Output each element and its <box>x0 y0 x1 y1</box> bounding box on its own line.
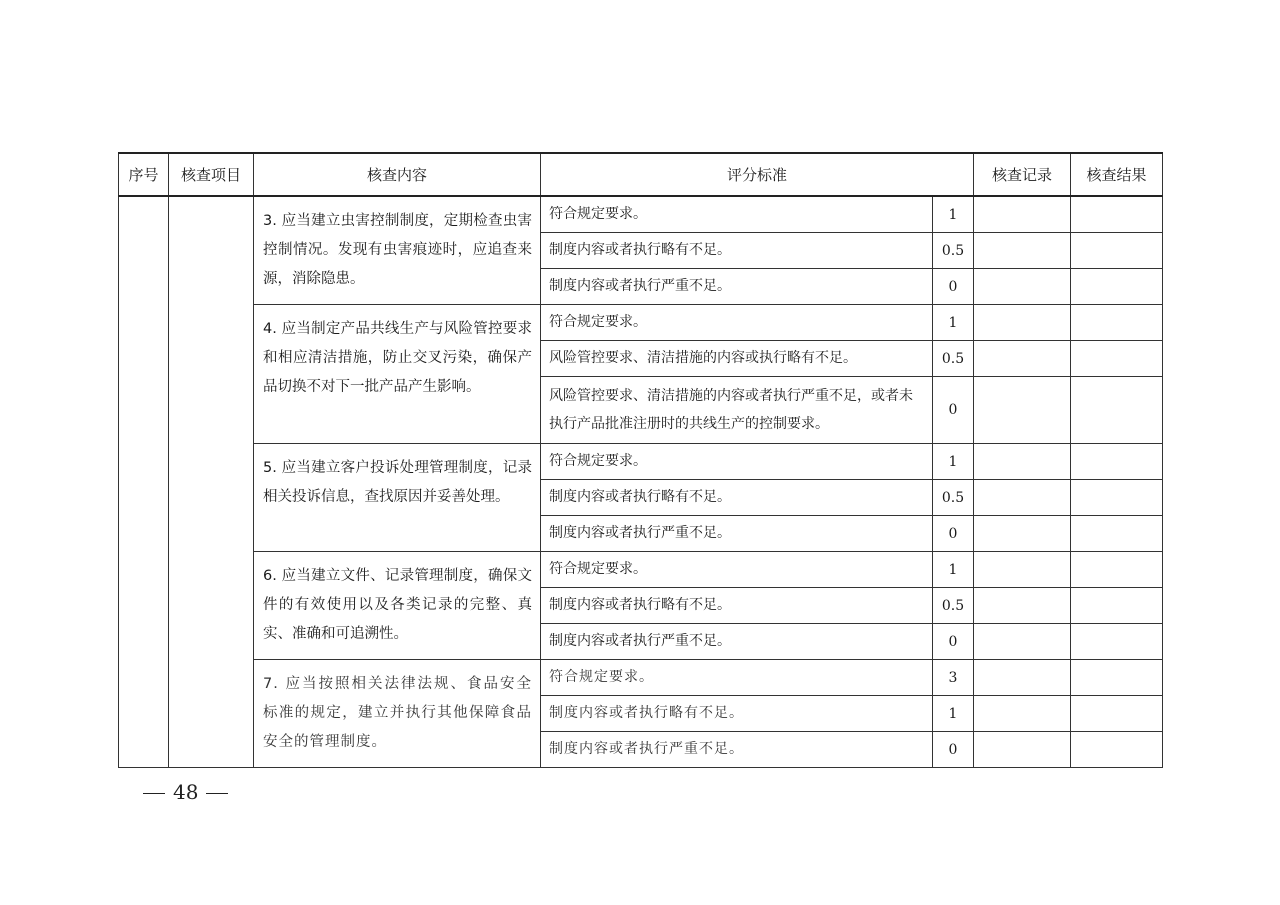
record-cell[interactable] <box>974 480 1071 516</box>
result-cell[interactable] <box>1071 588 1163 624</box>
criterion-cell: 符合规定要求。 <box>541 444 933 480</box>
criterion-cell: 符合规定要求。 <box>541 660 933 696</box>
criterion-cell: 制度内容或者执行严重不足。 <box>541 624 933 660</box>
result-cell[interactable] <box>1071 269 1163 305</box>
footer-dash-right <box>206 793 228 795</box>
check-content-item-4: 4. 应当制定产品共线生产与风险管控要求和相应清洁措施，防止交叉污染，确保产品切换不对下一批产品产生影响。 <box>254 305 541 444</box>
check-content-item-3: 3. 应当建立虫害控制制度，定期检查虫害控制情况。发现有虫害痕迹时，应追查来源，消除隐患。 <box>254 196 541 305</box>
header-check-content: 核查内容 <box>254 153 541 196</box>
criterion-cell: 制度内容或者执行略有不足。 <box>541 480 933 516</box>
table-row <box>119 196 1163 233</box>
criterion-cell: 制度内容或者执行严重不足。 <box>541 732 933 768</box>
record-cell[interactable] <box>974 588 1071 624</box>
page-number: 48 <box>173 780 199 804</box>
check-content-item-5: 5. 应当建立客户投诉处理管理制度，记录相关投诉信息，查找原因并妥善处理。 <box>254 444 541 552</box>
record-cell[interactable] <box>974 444 1071 480</box>
record-cell[interactable] <box>974 377 1071 444</box>
inspection-table <box>118 152 1163 768</box>
record-cell[interactable] <box>974 516 1071 552</box>
criterion-cell: 制度内容或者执行严重不足。 <box>541 516 933 552</box>
check-item-cell <box>169 196 254 768</box>
score-cell: 0 <box>933 516 974 552</box>
header-check-item: 核查项目 <box>169 153 254 196</box>
table-row <box>119 660 1163 696</box>
result-cell[interactable] <box>1071 660 1163 696</box>
score-cell: 0 <box>933 732 974 768</box>
record-cell[interactable] <box>974 305 1071 341</box>
table-row <box>119 552 1163 588</box>
score-cell: 1 <box>933 305 974 341</box>
check-content-item-7: 7. 应当按照相关法律法规、食品安全标准的规定，建立并执行其他保障食品安全的管理制度。 <box>254 660 541 768</box>
score-cell: 1 <box>933 696 974 732</box>
header-row <box>119 153 1163 196</box>
criterion-cell: 符合规定要求。 <box>541 552 933 588</box>
result-cell[interactable] <box>1071 552 1163 588</box>
criterion-cell: 符合规定要求。 <box>541 196 933 233</box>
record-cell[interactable] <box>974 732 1071 768</box>
record-cell[interactable] <box>974 269 1071 305</box>
record-cell[interactable] <box>974 196 1071 233</box>
score-cell: 0 <box>933 377 974 444</box>
result-cell[interactable] <box>1071 233 1163 269</box>
score-cell: 1 <box>933 552 974 588</box>
criterion-cell: 制度内容或者执行略有不足。 <box>541 233 933 269</box>
score-cell: 1 <box>933 196 974 233</box>
result-cell[interactable] <box>1071 341 1163 377</box>
score-cell: 3 <box>933 660 974 696</box>
result-cell[interactable] <box>1071 444 1163 480</box>
criterion-cell: 制度内容或者执行略有不足。 <box>541 696 933 732</box>
header-check-result: 核查结果 <box>1071 153 1163 196</box>
result-cell[interactable] <box>1071 516 1163 552</box>
criterion-cell: 制度内容或者执行略有不足。 <box>541 588 933 624</box>
result-cell[interactable] <box>1071 196 1163 233</box>
criterion-cell: 制度内容或者执行严重不足。 <box>541 269 933 305</box>
score-cell: 0.5 <box>933 480 974 516</box>
score-cell: 0 <box>933 624 974 660</box>
result-cell[interactable] <box>1071 732 1163 768</box>
serial-cell <box>119 196 169 768</box>
result-cell[interactable] <box>1071 480 1163 516</box>
record-cell[interactable] <box>974 660 1071 696</box>
result-cell[interactable] <box>1071 305 1163 341</box>
score-cell: 0.5 <box>933 233 974 269</box>
record-cell[interactable] <box>974 341 1071 377</box>
score-cell: 0.5 <box>933 588 974 624</box>
score-cell: 1 <box>933 444 974 480</box>
criterion-cell: 风险管控要求、清洁措施的内容或者执行严重不足，或者未执行产品批准注册时的共线生产的控制要求。 <box>541 377 933 444</box>
table-row <box>119 305 1163 341</box>
page-footer <box>135 780 236 804</box>
record-cell[interactable] <box>974 233 1071 269</box>
result-cell[interactable] <box>1071 696 1163 732</box>
table-row <box>119 444 1163 480</box>
score-cell: 0 <box>933 269 974 305</box>
header-check-record: 核查记录 <box>974 153 1071 196</box>
score-cell: 0.5 <box>933 341 974 377</box>
criterion-cell: 风险管控要求、清洁措施的内容或执行略有不足。 <box>541 341 933 377</box>
criterion-cell: 符合规定要求。 <box>541 305 933 341</box>
footer-dash-left <box>143 793 165 795</box>
result-cell[interactable] <box>1071 624 1163 660</box>
record-cell[interactable] <box>974 696 1071 732</box>
record-cell[interactable] <box>974 552 1071 588</box>
check-content-item-6: 6. 应当建立文件、记录管理制度，确保文件的有效使用以及各类记录的完整、真实、准确和可追溯性。 <box>254 552 541 660</box>
result-cell[interactable] <box>1071 377 1163 444</box>
record-cell[interactable] <box>974 624 1071 660</box>
header-scoring-criteria: 评分标准 <box>541 153 974 196</box>
header-serial: 序号 <box>119 153 169 196</box>
